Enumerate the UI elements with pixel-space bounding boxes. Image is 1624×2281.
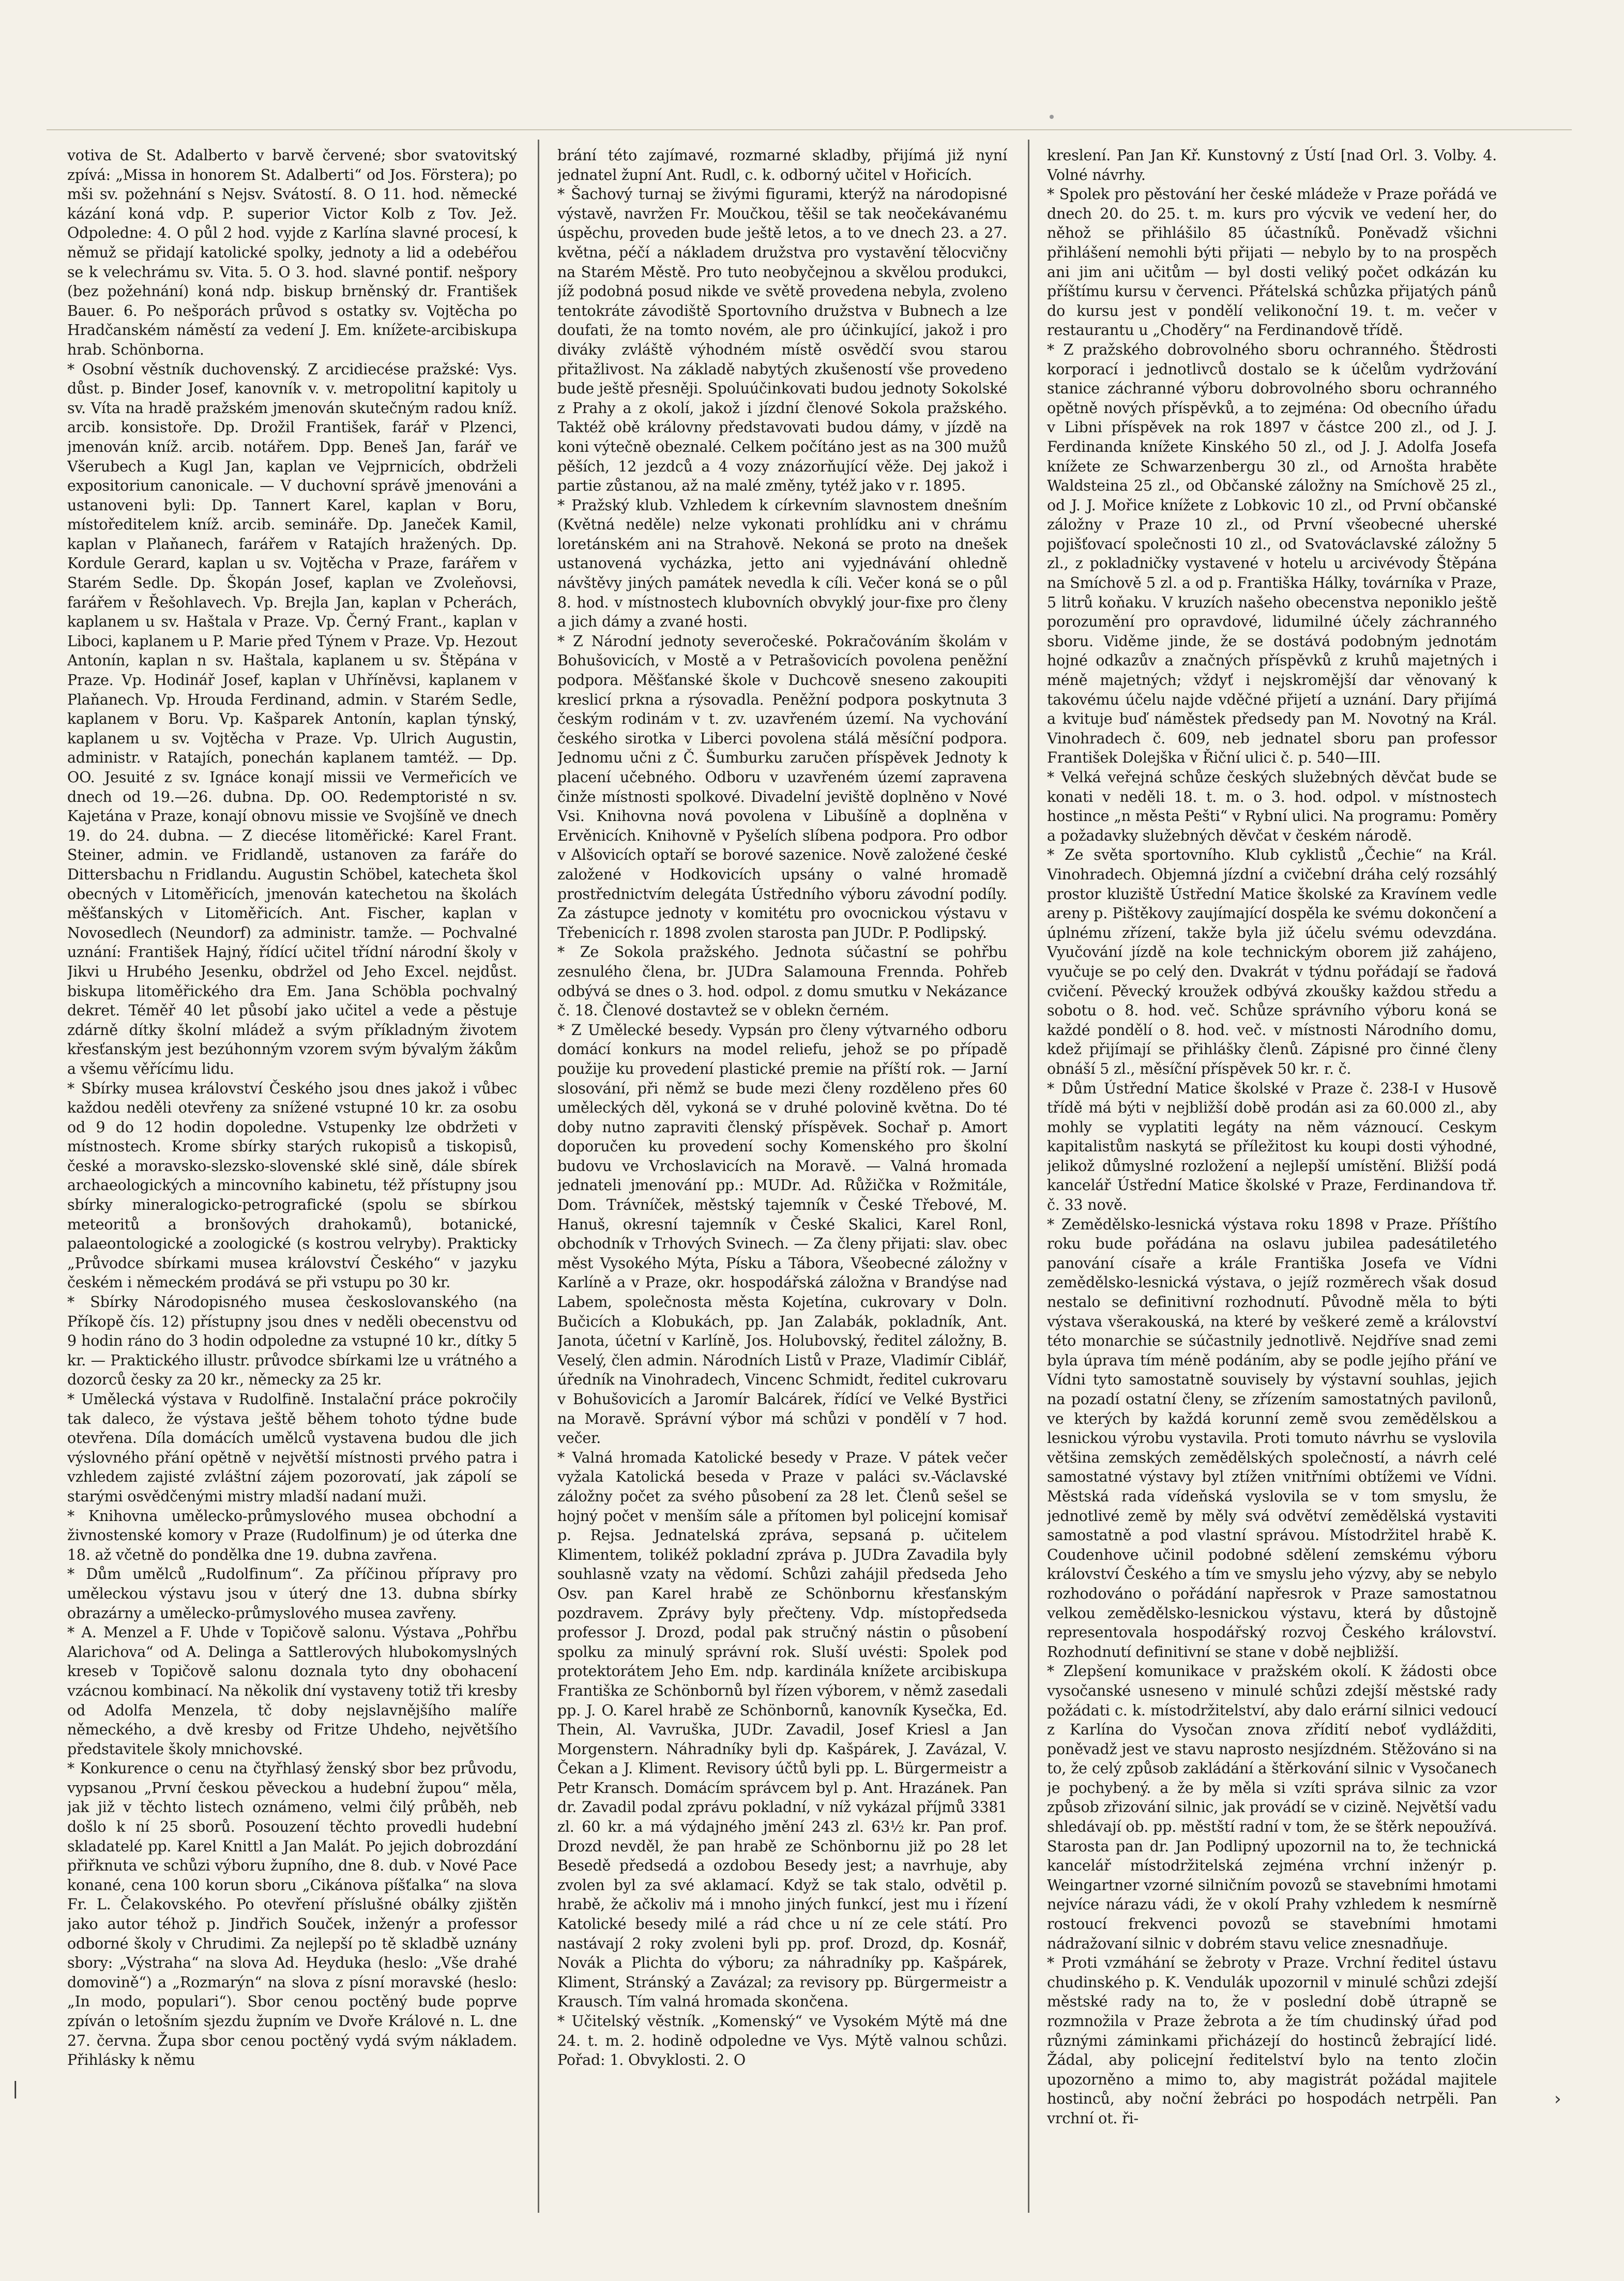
paragraph: * Sbírky musea království Českého jsou dnes jakož i vůbec každou neděli otevřeny za snížené vstupné 10 kr. za osobu od 9 do 12 hodin dopoledne. Vstupenky lze obdržeti v místnostech. Krome sbírky starých rukopisů a tiskopisů, české a moravsko-slezsko-slovenské sklé sině, dále sbírek archaeologických a mincovního kabinetu, též přístupny jsou sbírky mineralogicko-petrografické (spolu se sbírkou meteoritů a bronšových drahokamů), botanické, palaeontologické a zoologické (s kostrou velryby). Prakticky „Průvodce sbírkami musea království Českého“ v jazyku českém i německém prodává se při vstupu po 30 kr. (67, 1079, 517, 1291)
paragraph: * Zlepšení komunikace v pražském okolí. K žádosti obce vysočanské usneseno v minulé schůzi zdejší městské rady požádati c. k. místodržitelství, aby dalo erární silnici vedoucí z Karlína do Vysočan znova zřídití neboť vydlážditi, poněvadž jest ve stavu naprosto nesjízdném. Stěžováno si na to, že celý způsob zakládání a štěrkování silnic v Vysočanech je pochybený. a že by měla si vzíti správa silnic za vzor způsob zřizování silnic, jak provádí se v cizině. Největší vadu shledávají ob. pp. městští radní v tom, že se štěrk nepoužívá. Starosta pan dr. Jan Podlipný upozornil na to, že technická kancelář místodržitelská zejména vrchní inženýr p. Weingartner vzorné silničním povozů se stavebními hmotami nejvíce nárazu vádi, že v okolí Prahy vzhledem k nesmírně rostoucí frekvenci povozů se stavebními hmotami nádražovaní silnic v dobrém stavu velice znesnadňuje. (1047, 1663, 1497, 1952)
column-3 (1047, 146, 1497, 2209)
paragraph: * Ze Sokola pražského. Jednota súčastní se pohřbu zesnulého člena, br. JUDra Salamouna Frennda. Pohřeb odbývá se dnes o 3. hod. odpol. z domu smutku v Nekázance č. 18. Členové dostavtež se v oblekn černém. (557, 944, 1007, 1020)
paragraph: votiva de St. Adalberto v barvě červené; sbor svatovitský zpívá: „Missa in honorem St. Adalberti“ od Jos. Förstera); po mši sv. požehnání s Nejsv. Svátostí. 8. O 11. hod. německé kázání koná vdp. P. superior Victor Kolb z Tov. Jež. Odpoledne: 4. O půl 2 hod. vyjde z Karlína slavné procesí, k němuž se přidají katolické spolky, jednoty a lid a odebéřou se k velechrámu sv. Vita. 5. O 3. hod. slavné pontif. nešpory (bez požehnání) koná ndp. biskup brněnský dr. František Bauer. 6. Po nešporách průvod s ostatky sv. Vojtěcha po Hradčanském náměstí za vedení J. Em. knížete-arcibiskupa hrab. Schönborna. (67, 147, 517, 358)
paragraph: * Z pražského dobrovolného sboru ochranného. Štědrosti korporací i jednotlivců dostalo se k účelům vydržování stanice záchranné výboru dobrovolného sboru ochranného opětně nových příspěvků, a to zejména: Od obecního úřadu v Libni příspěvek na rok 1897 v částce 200 zl., od J. J. Ferdinanda knížete Kinského 50 zl., od J. J. Adolfa Josefa knížete ze Schwarzenbergu 30 zl., od Arnošta hraběte Waldsteina 25 zl., od Občanské záložny na Smíchově 25 zl., od J. J. Mořice knížete z Lobkovic 10 zl., od První občanské záložny v Praze 10 zl., od První všeobecné uherské pojišťovací společnosti 10 zl., od Svatováclavské záložny 5 zl., z pokladničky vystavené v hotelu u arcivévody Štěpána na Smíchově 5 zl. a od p. Františka Hálky, továrníka v Praze, 5 litrů koňaku. V kruzích našeho obecenstva neponiklo ještě porozumění pro opravdové, lidumilné účely záchranného sboru. Viděme jinde, že se dostává podobným jednotám hojné odkazův a značných příspěvků z kruhů majetných i méně majetných; vždyť i nejskromější dar věnovaný k takovému účelu najde vděčné přijetí a uznání. Dary přijímá a kvituje buď náměstek předsedy pan M. Novotný na Král. Vinohradech č. 609, neb jednatel sboru pan professor František Dolejška v Řiční ulici č. p. 540—III. (1047, 341, 1497, 767)
paragraph: * Knihovna umělecko-průmyslového musea obchodní a živnostenské komory v Praze (Rudolfinum) je od úterka dne 18. až včetně do pondělka dne 19. dubna zavřena. (67, 1507, 517, 1563)
paragraph: * Šachový turnaj se živými figurami, kterýž na národopisné výstavě, navržen Fr. Moučkou, těšil se tak neočekávanému úspěchu, proveden bude ještě letos, a to ve dnech 23. a 27. května, péčí a nákladem družstva pro vystavění tělocvičny na Starém Městě. Pro tuto neobyčejnou a skvělou produkci, jíž podobná posud nikde ve světě provedena nebyla, zvoleno tentokráte závodiště Sportovního družstva v Bubnech a lze doufati, že na tomto novém, ale pro účinkující, jakož i pro diváky zvláště výhodném místě osvědčí svou starou přitažlivost. Na základě nabytých zkušeností vše provedeno bude ještě přesněji. Spoluúčinkovati budou jednoty Sokolské z Prahy a z okolí, jakož i jízdní členové Sokola pražského. Taktéž obě královny představovati budou dámy, v jízdě na koni výtečně obeznalé. Celkem počítáno jest as na 300 mužů pěších, 12 jezdců a 4 vozy znázorňující věže. Dej jakož i partie zůstanou, až na malé změny, tytéž jako v r. 1895. (557, 186, 1007, 495)
paragraph: * Spolek pro pěstování her české mládeže v Praze pořádá ve dnech 20. do 25. t. m. kurs pro výcvik ve vedení her, do něhož se přihlášilo 85 účastníků. Poněvadž všichni přihlášení nemohli býti přijati — nebylo by to na prospěch ani jim ani učitům — byl dosti veliký počet odkázán ku příštímu kursu v červenci. Přátelská schůzka přijatých pánů do kursu jest v pondělí velikonoční 19. t. m. večer v restaurantu u „Choděry“ na Ferdinandově třídě. (1047, 186, 1497, 339)
print-dot (1050, 115, 1054, 119)
paragraph: * Sbírky Národopisného musea českoslovanského (na Příkopě čís. 12) přístupny jsou dnes v neděli obecenstvu od 9 hodin ráno do 3 hodin odpoledne za vstupné 10 kr., dítky 5 kr. — Praktického illustr. průvodce sbírkami lze u vrátného a dozorců česky za 20 kr., německy za 25 kr. (67, 1294, 517, 1389)
column-rule-2 (1028, 140, 1029, 2213)
right-chevron-icon: › (1554, 2089, 1561, 2109)
paragraph: * Osobní věstník duchovenský. Z arcidiecése pražské: Vys. důst. p. Binder Josef, kanovník v. v. metropolitní kapitoly u sv. Víta na hradě pražském jmenován skutečným radou kníž. arcib. konsistoře. Dp. Drožil František, farář v Plzenci, jmenován kníž. arcib. notářem. Dpp. Beneš Jan, farář ve Všerubech a Kugl Jan, kaplan ve Vejprnicích, obdrželi expositorium canonicale. — V duchovní správě jmenováni a ustanoveni byli: Dp. Tannert Karel, kaplan v Boru, místoředitelem kníž. arcib. semináře. Dp. Janeček Kamil, kaplan v Plaňanech, farářem v Ratajích hražených. Dp. Kordule Gerard, kaplan u sv. Vojtěcha v Praze, farářem v Starém Sedle. Dp. Škopán Josef, kaplan ve Zvoleňovsi, farářem v Řešohlavech. Vp. Brejla Jan, kaplan v Pcherách, kaplanem u sv. Haštala v Praze. Vp. Černý Frant., kaplan v Liboci, kaplanem u P. Marie před Týnem v Praze. Vp. Hezout Antonín, kaplan n sv. Haštala, kaplanem u sv. Štěpána v Praze. Vp. Hodinář Josef, kaplan v Uhříněvsi, kaplanem v Plaňanech. Vp. Hrouda Ferdinand, admin. v Starém Sedle, kaplanem v Boru. Vp. Kašparek Antonín, kaplan týnský, kaplanem u sv. Vojtěcha v Praze. Vp. Ulrich Augustin, administr. v Ratajích, ponechán kaplanem tamtéž. — Dp. OO. Jesuité z sv. Ignáce konají missii ve Vermeřicích ve dnech od 19.—26. dubna. Dp. OO. Redemptoristé n sv. Kajetána v Praze, konají obnovu missie ve Svojšíně ve dnech 19. do 24. dubna. — Z diecése litoměřické: Karel Frant. Steiner, admin. ve Fridlandě, ustanoven za faráře do Dittersbachu n Fridlandu. Augustin Schöbel, katecheta škol obecných v Litoměřicích, jmenován katechetou na školách měšťanských v Litoměřicích. Ant. Fischer, kaplan v Novosedlech (Neundorf) za administr. tamže. — Pochvalné uznání: František Hajný, řídící učitel třídní národní školy v Jikvi u Hrubého Jesenku, obdržel od Jeho Excel. nejdůst. biskupa litoměřického dra Em. Jana Schöbla pochvalný dekret. Téměř 40 let působí jako učitel a vede a pěstuje zdárně dítky školní mládež a svým příkladným životem křesťanským jest bezúhonným vzorem svým bývalým žákům a všemu věřícímu lidu. (67, 360, 517, 1077)
top-rule (47, 129, 1572, 130)
paragraph: * Zemědělsko-lesnická výstava roku 1898 v Praze. Příštího roku bude pořádána na oslavu jubilea padesátiletého panování císaře a krále Františka Josefa ve Vídni zemědělsko-lesnická výstava, o jejíž rozměrech však dosud nestalo se definitivní rozhodnutí. Původně měla to býti výstava všerakouská, na které by veškeré země a království této monarchie se súčastnily jednotlivě. Nejdříve snad zemi byla úprava tím méně podáním, aby se podle jejího přání ve Vídni tyto samostatně souvisely by výstavní souhlas, jejich na pozadí ostatní členy, se zřízením samostatných pavilonů, ve kterých by každá korunní země svou zemědělskou a lesnickou výrobu vystavila. Proti tomuto návrhu se vyslovila většina zemských zemědělských společností, a návrh celé samostatné výstavy byl ztížen vnitřními obtížemi ve Vídni. Městská rada vídeňská vyslovila se v tom smyslu, že jednotlivé země by měly svá odvětví zemědělská vystaviti samostatně a pod vlastní správou. Místodržitel hrabě K. Coudenhove učinil podobné sdělení zemskému výboru království Českého a tím ve smyslu jeho výzvy, aby se nebylo rozhodováno o pořádání napřesrok v Praze samostatnou velkou zemědělsko-lesnickou výstavu, která by důstojně representovala hospodářský rozvoj Českého království. Rozhodnutí definitivní se stane v době nejbližší. (1047, 1215, 1497, 1661)
paragraph: * A. Menzel a F. Uhde v Topičově salonu. Výstava „Pohřbu Alarichova“ od A. Delinga a Sattlerových hlubokomyslných kreseb v Topičově salonu doznala tyto dny obohacení vzácnou kombinací. Na několik dní vystaveny totiž tři kresby od Adolfa Menzela, tč doby nejslavnějšího malíře německého, a dvě kresby od Fritze Uhdeho, největšího představitele školy mnichovské. (67, 1624, 517, 1758)
paragraph: * Proti vzmáhání se žebroty v Praze. Vrchní ředitel ústavu chudinského p. K. Vendulák upozornil v minulé schůzi zdejší městské rady na to, že v poslední době útrapně se rozmnožila v Praze žebrota a že tím chudinský úřad pod různými záminkami přicházejí do hostinců žebrající lidé. Žádal, aby policejní ředitelství bylo na tento zločin upozorněno a mimo to, aby magistrát požádal majitele hostinců, aby noční žebráci po hospodách netrpěli. Pan vrchní ot. ři- (1047, 1954, 1497, 2127)
paragraph: * Umělecká výstava v Rudolfině. Instalační práce pokročily tak daleco, že výstava ještě během tohoto týdne bude otevřena. Díla domácích umělců vystavena budou dle jich výslovného přání opětně v největší místnosti prvého patra i vzhledem zajisté zvláštní zájem pozorovatí, jak zápolí se starými osvědčenými mistry mladší nadaní muži. (67, 1391, 517, 1505)
paragraph: * Ze světa sportovního. Klub cyklistů „Čechie“ na Král. Vinohradech. Objemná jízdní a cvičební dráha celý rozsáhlý prostor kluziště Ústřední Matice školské za Kravínem vedle areny p. Pištěkovy zaujímající dospěla ke svému dokončení a úplnému zřízení, takže byla již účelu svému odevzdána. Vyučování jízdě na kole technickým oborem již zahájeno, vyučuje se po celý den. Dvakrát v týdnu pořádají se řadová cvičení. Pěvecký kroužek odbývá zkoušky každou středu a sobotu o 8. hod. več. Schůze správního výboru koná se každé pondělí o 8. hod. več. v místnosti Národního domu, kdež přijímají se přihlášky členů. Zápisné pro činné členy obnáší 5 zl., měsíční příspěvek 50 kr. r. č. (1047, 846, 1497, 1077)
paragraph: * Učitelský věstník. „Komenský“ ve Vysokém Mýtě má dne 24. t. m. 2. hodině odpoledne ve Vys. Mýtě valnou schůzi. Pořad: 1. Obvyklosti. 2. O (557, 2013, 1007, 2069)
column-1 (67, 146, 517, 2209)
paragraph: * Konkurence o cenu na čtyřhlasý ženský sbor bez průvodu, vypsanou „První českou pěveckou a hudební župou“ měla, jak již v těchto listech oznámeno, velmi čilý průběh, neb došlo k ní 25 sborů. Posouzení těchto provedli hudební skladatelé pp. Karel Knittl a Jan Malát. Po jejich dobrozdání přiřknuta ve schůzi výboru župního, dne 8. dub. v Nové Pace konané, cena 100 korun sboru „Cikánova píšťalka“ na slova Fr. L. Čelakovského. Po otevření příslušné obálky zjištěn jako autor téhož p. Jindřich Souček, inženýr a professor odborné školy v Chrudimi. Za nejlepší po tě skladbě uznány sbory: „Výstraha“ na slova Ad. Heyduka (heslo: „Vše drahé domovině“) a „Rozmarýn“ na slova z písní moravské (heslo: „In modo, populari“). Sbor cenou poctěný bude poprve zpíván o letošním sjezdu župním ve Dvoře Králové n. L. dne 27. června. Župa sbor cenou poctěný vydá svým nákladem. Přihlásky k němu (67, 1760, 517, 2069)
column-2 (557, 146, 1007, 2209)
paragraph: * Velká veřejná schůze českých služebných děvčat bude se konati v neděli 18. t. m. o 3. hod. odpol. v místnostech hostince „n města Pešti“ v Rybní ulici. Na programu: Poměry a požadavky služebných děvčat v českém národě. (1047, 769, 1497, 844)
paragraph: * Dům Ústřední Matice školské v Praze č. 238-I v Husově třídě má býti v nejbližší době prodán asi za 60.000 zl., aby mohly se vyplatiti legáty na něm váznoucí. Ceskym kapitalistům naskytá se příležitost ku koupi dosti výhodné, jelikož důmyslné rozložení a nejlepší umístění. Bližší podá kancelář Ústřední Matice školské v Praze, Ferdinandova tř. č. 33 nově. (1047, 1079, 1497, 1214)
paragraph: * Valná hromada Katolické besedy v Praze. V pátek večer vyžala Katolická beseda v Praze v paláci sv.-Václavské záložny počet za svého působení za 28 let. Členů sešel se hojný počet v menším sále a přítomen byl policejní komisař p. Rejsa. Jednatelská zpráva, sepsaná p. učitelem Klimentem, tolikéž pokladní zpráva p. JUDra Zavadila byly souhlasně vzaty na vědomí. Schůzi zahájil předseda Jeho Osv. pan Karel hrabě ze Schönbornu křesťanským pozdravem. Zprávy byly přečteny. Vdp. místopředseda professor J. Drozd, podal pak stručný nástin o působení spolku za minulý správní rok. Sluší uvésti: Spolek pod protektorátem Jeho Em. ndp. kardinála knížete arcibiskupa Františka ze Schönbornů byl řízen výborem, v němž zasedali pp. J. O. Karel hrabě ze Schönbornů, kanovník Kysečka, Ed. Thein, Al. Vavruška, JUDr. Zavadil, Josef Kriesl a Jan Morgenstern. Náhradníky byli dp. Kašpárek, J. Zavázal, V. Čekan a J. Kliment. Revisory účtů byli pp. L. Bürgermeistr a Petr Kransch. Domácím správcem byl p. Ant. Hrazánek. Pan dr. Zavadil podal zprávu pokladní, v níž vykázal příjmů 3381 zl. 60 kr. a má výdajného jmění 243 zl. 63½ kr. Pan prof. Drozd nevděl, že pan hrabě ze Schönbornu již po 28 let Besedě předsedá a ozdobou Besedy jest; a navrhuje, aby zvolen byl za své aklamací. Když se tak stalo, odvětil p. hrabě, že ačkoliv má i mnoho jiných funkcí, jest mu i řízení Katolické besedy milé a rád chce u ní ze cele státí. Pro nastávají 2 roky zvoleni byli pp. prof. Drozd, dp. Kosnář, Novák a Plichta do výboru; za náhradníky pp. Kašpárek, Kliment, Stránský a Zavázal; za revisory pp. Bürgermeistr a Krausch. Tím valná hromada skončena. (557, 1449, 1007, 2011)
paragraph: * Z Národní jednoty severočeské. Pokračováním školám v Bohušovicích, v Mostě a v Petrašovicích povolena peněžní podpora. Měšťanské škole v Duchcově sneseno zakoupiti kreslicí prkna a rýsovadla. Peněžní podpora poskytnuta 3 českým rodinám v t. zv. uzavřeném území. Na vychování českého sirotka v Liberci povolena stálá měsíční podpora. Jednomu učni z Č. Šumburku zaručen příspěvek Jednoty k placení učebného. Odboru v uzavřeném území zapravena činže místnosti spolkové. Divadelní jeviště doplněno v Nové Vsi. Knihovna nová povolena v Libušíně a doplněna v Ervěnicích. Knihovně v Pyšelích slíbena podpora. Pro odbor v Alšovicích optaří se borové sazenice. Nově založené české založené v Hodkovicích upsány o valné hromadě prostřednictvím delegáta Ústředního výboru závodní podíly. Za zástupce jednoty v komitétu pro ovocnickou výstavu v Třebenicích r. 1898 zvolen starosta pan JUDr. P. Podlipský. (557, 632, 1007, 941)
paragraph: * Dům umělců „Rudolfinum“. Za příčinou přípravy pro uměleckou výstavu jsou v úterý dne 13. dubna sbírky obrazárny a umělecko-průmyslového musea zavřeny. (67, 1565, 517, 1622)
paragraph: * Pražský klub. Vzhledem k církevním slavnostem dnešním (Květná neděle) nelze vykonati prohlídku ani v chrámu loretánském ani na Strahově. Nekoná se proto na dnešek ustanovená vycházka, jetto ani vyjednávání ohledně návštěvy jiných památek nevedla k cíli. Večer koná se o půl 8. hod. v místnostech klubovních obvyklý jour-fixe pro členy a jich dámy a zvané hosti. (557, 496, 1007, 631)
paragraph: brání této zajímavé, rozmarné skladby, přijímá již nyní jednatel župní Ant. Rudl, c. k. odborný učitel v Hořicích. (557, 147, 1007, 184)
paragraph: * Z Umělecké besedy. Vypsán pro členy výtvarného odboru domácí konkurs na model reliefu, jehož se po případě použije ku provedení plastické premie na příští rok. — Jarní slosování, při němž se bude mezi členy rozděleno přes 60 uměleckých děl, vykoná se v druhé polovině května. Do té doby nutno zapraviti členský příspěvek. Sochař p. Amort doporučen ku provedení sochy Komenského pro školní budovu ve Vrchoslavicích na Moravě. — Valná hromada jednateli jmenování pp.: MUDr. Ad. Růžička v Rožmitále, Dom. Trávníček, městský tajemník v České Třebové, M. Hanuš, okresní tajemník v České Skalici, Karel Ronl, obchodník v Trhových Svinech. — Za členy přijati: slav. obec měst Vysokého Mýta, Písku a Tábora, Všeobecné záložny v Karlíně a v Praze, okr. hospodářská záložna v Brandýse nad Labem, společnosta města Kojetína, cukrovary v Doln. Bučicích a Klobukách, pp. Jan Zalabák, pokladník, Ant. Janota, účetní v Karlíně, Jos. Holubovský, ředitel záložny, B. Veselý, člen admin. Národních Listů v Praze, Vladimír Ciblář, úředník na Vinohradech, Vincenc Schmidt, ředitel cukrovaru v Bohušovicích a Jaromír Balcárek, řídící ve Velké Bystřici na Moravě. Správní výbor má schůzi v pondělí v 7 hod. večer. (557, 1021, 1007, 1447)
left-margin-mark: | (12, 2078, 19, 2099)
paragraph: kreslení. Pan Jan Kř. Kunstovný z Ústí [nad Orl. 3. Volby. 4. Volné návrhy. (1047, 147, 1497, 184)
column-rule-1 (538, 140, 539, 2213)
